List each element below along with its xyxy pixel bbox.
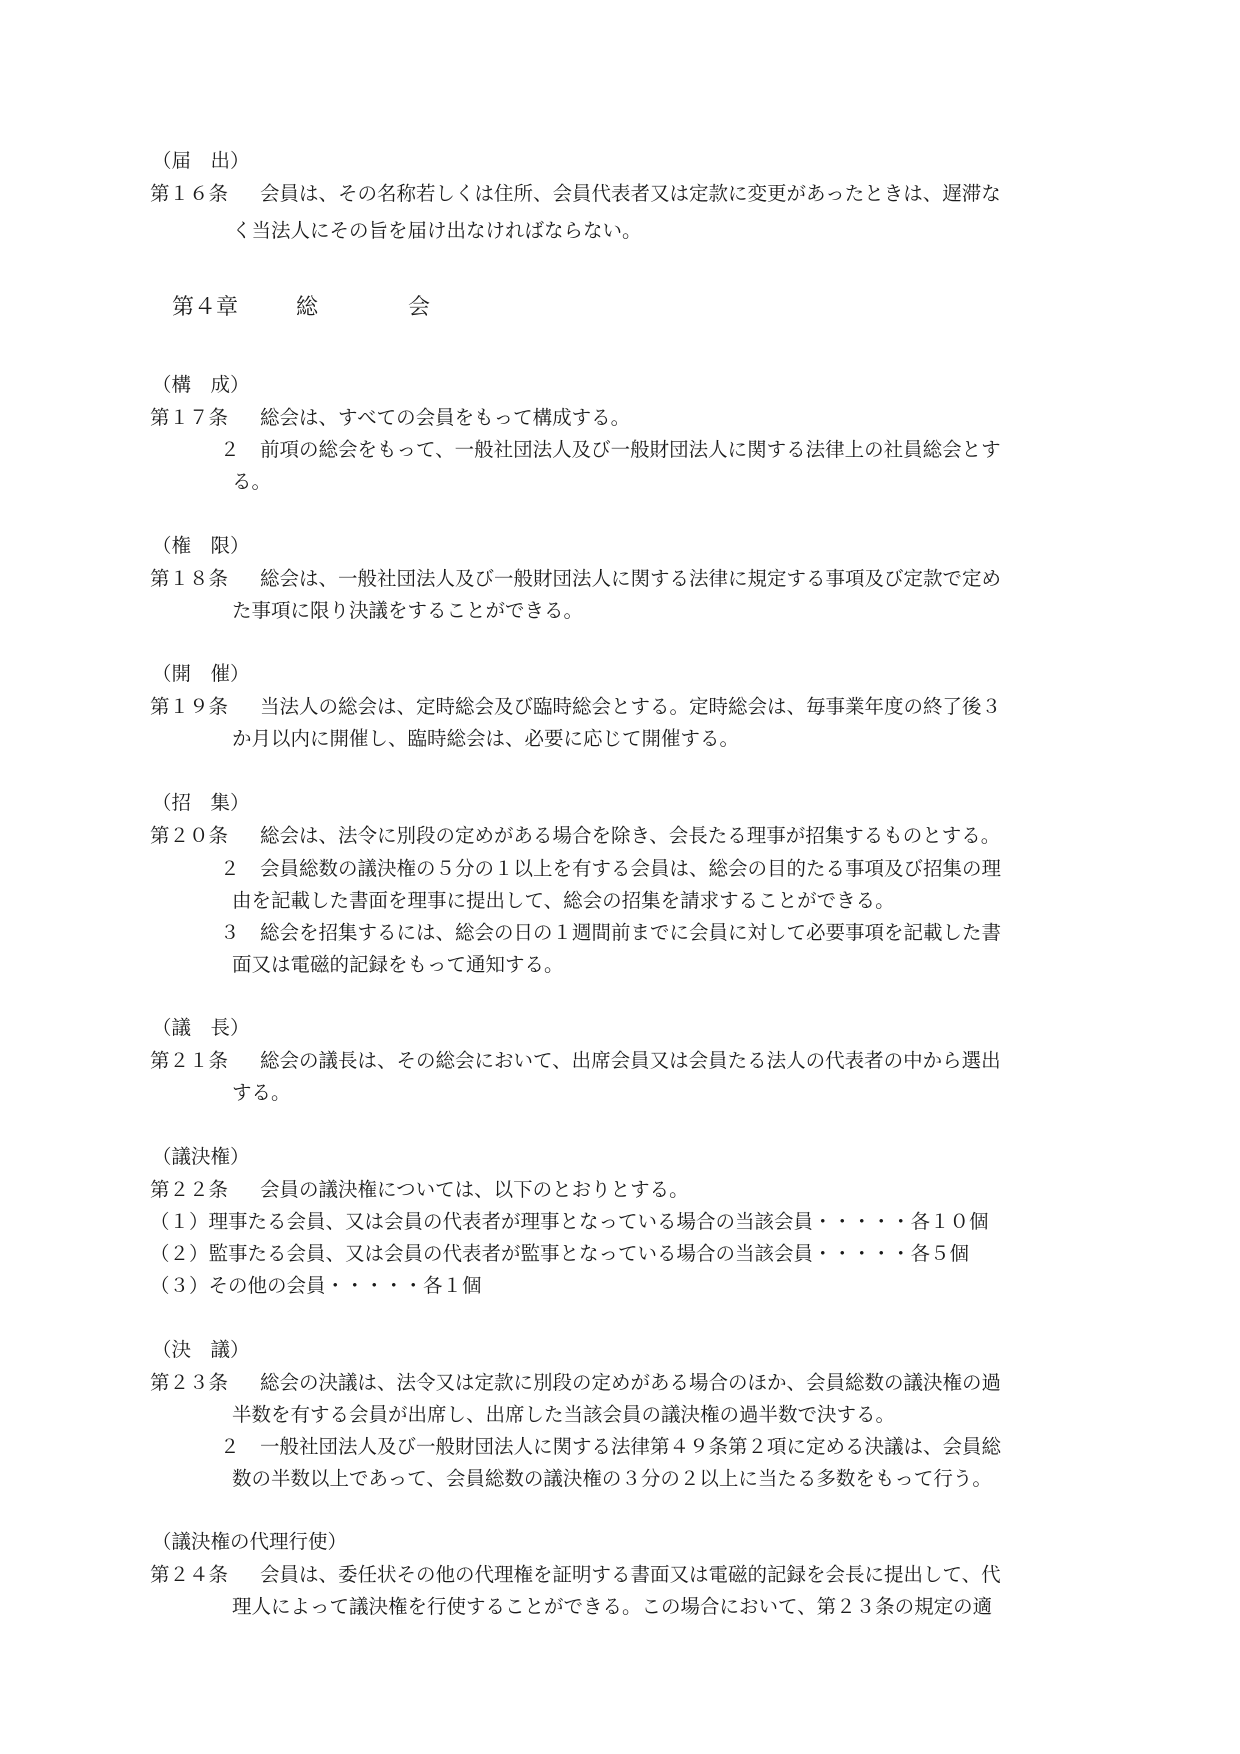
- chapter-title: 総: [296, 295, 319, 320]
- paragraph-text: 一般社団法人及び一般財団法人に関する法律第４９条第２項に定める決議は、会員総: [260, 1435, 1002, 1458]
- list-item: （３）その他の会員・・・・・各１個: [150, 1274, 482, 1297]
- article-heading: （届 出）: [152, 149, 250, 172]
- article-heading: （決 議）: [152, 1338, 250, 1361]
- paragraph-number: ２: [220, 438, 240, 461]
- paragraph-text: 総会を招集するには、総会の日の１週間前までに会員に対して必要事項を記載した書: [260, 921, 1002, 944]
- article-number: 第１８条: [150, 567, 229, 590]
- article-number: 第２３条: [150, 1371, 229, 1394]
- article-number: 第２０条: [150, 824, 229, 847]
- article-text: 総会は、すべての会員をもって構成する。: [260, 406, 631, 429]
- article-heading: （議決権）: [152, 1145, 250, 1168]
- article-text: た事項に限り決議をすることができる。: [232, 599, 584, 622]
- article-text: 半数を有する会員が出席し、出席した当該会員の議決権の過半数で決する。: [232, 1403, 896, 1426]
- paragraph-text: 由を記載した書面を理事に提出して、総会の招集を請求することができる。: [232, 889, 895, 912]
- paragraph-text: 数の半数以上であって、会員総数の議決権の３分の２以上に当たる多数をもって行う。: [232, 1467, 992, 1490]
- paragraph-text: 前項の総会をもって、一般社団法人及び一般財団法人に関する法律上の社員総会とす: [260, 438, 1001, 461]
- paragraph-number: ３: [220, 921, 240, 944]
- paragraph-text: 面又は電磁的記録をもって通知する。: [232, 953, 564, 976]
- article-number: 第２１条: [150, 1049, 229, 1072]
- article-text: 会員は、委任状その他の代理権を証明する書面又は電磁的記録を会長に提出して、代: [260, 1563, 1001, 1586]
- article-text: 当法人の総会は、定時総会及び臨時総会とする。定時総会は、毎事業年度の終了後３: [260, 695, 1002, 718]
- article-text: く当法人にその旨を届け出なければならない。: [232, 219, 642, 242]
- article-text: 会員は、その名称若しくは住所、会員代表者又は定款に変更があったときは、遅滞な: [260, 182, 1001, 205]
- article-heading: （権 限）: [152, 534, 250, 557]
- article-number: 第２４条: [150, 1563, 229, 1586]
- article-number: 第２２条: [150, 1178, 229, 1201]
- article-number: 第１７条: [150, 406, 229, 429]
- chapter-number: 第４章: [172, 295, 239, 320]
- article-text: 総会は、法令に別段の定めがある場合を除き、会長たる理事が招集するものとする。: [260, 824, 1001, 847]
- article-number: 第１９条: [150, 695, 229, 718]
- article-text: 会員の議決権については、以下のとおりとする。: [260, 1178, 689, 1201]
- article-heading: （議決権の代理行使）: [152, 1530, 348, 1553]
- list-item: （１）理事たる会員、又は会員の代表者が理事となっている場合の当該会員・・・・・各１０個: [150, 1210, 989, 1233]
- chapter-title: 会: [408, 295, 431, 320]
- article-text: 総会の決議は、法令又は定款に別段の定めがある場合のほか、会員総数の議決権の過: [260, 1371, 1002, 1394]
- article-heading: （構 成）: [152, 373, 250, 396]
- article-heading: （招 集）: [152, 791, 250, 814]
- paragraph-number: ２: [220, 857, 240, 880]
- paragraph-text: る。: [232, 470, 272, 493]
- article-text: 総会の議長は、その総会において、出席会員又は会員たる法人の代表者の中から選出: [260, 1049, 1001, 1072]
- paragraph-text: 会員総数の議決権の５分の１以上を有する会員は、総会の目的たる事項及び招集の理: [260, 857, 1002, 880]
- article-text: する。: [232, 1081, 291, 1104]
- article-text: 総会は、一般社団法人及び一般財団法人に関する法律に規定する事項及び定款で定め: [260, 567, 1002, 590]
- article-number: 第１６条: [150, 182, 229, 205]
- paragraph-number: ２: [220, 1435, 240, 1458]
- article-heading: （開 催）: [152, 662, 250, 685]
- article-text: 理人によって議決権を行使することができる。この場合において、第２３条の規定の適: [232, 1595, 993, 1618]
- article-heading: （議 長）: [152, 1016, 250, 1039]
- list-item: （２）監事たる会員、又は会員の代表者が監事となっている場合の当該会員・・・・・各５個: [150, 1242, 970, 1265]
- article-text: か月以内に開催し、臨時総会は、必要に応じて開催する。: [232, 727, 740, 750]
